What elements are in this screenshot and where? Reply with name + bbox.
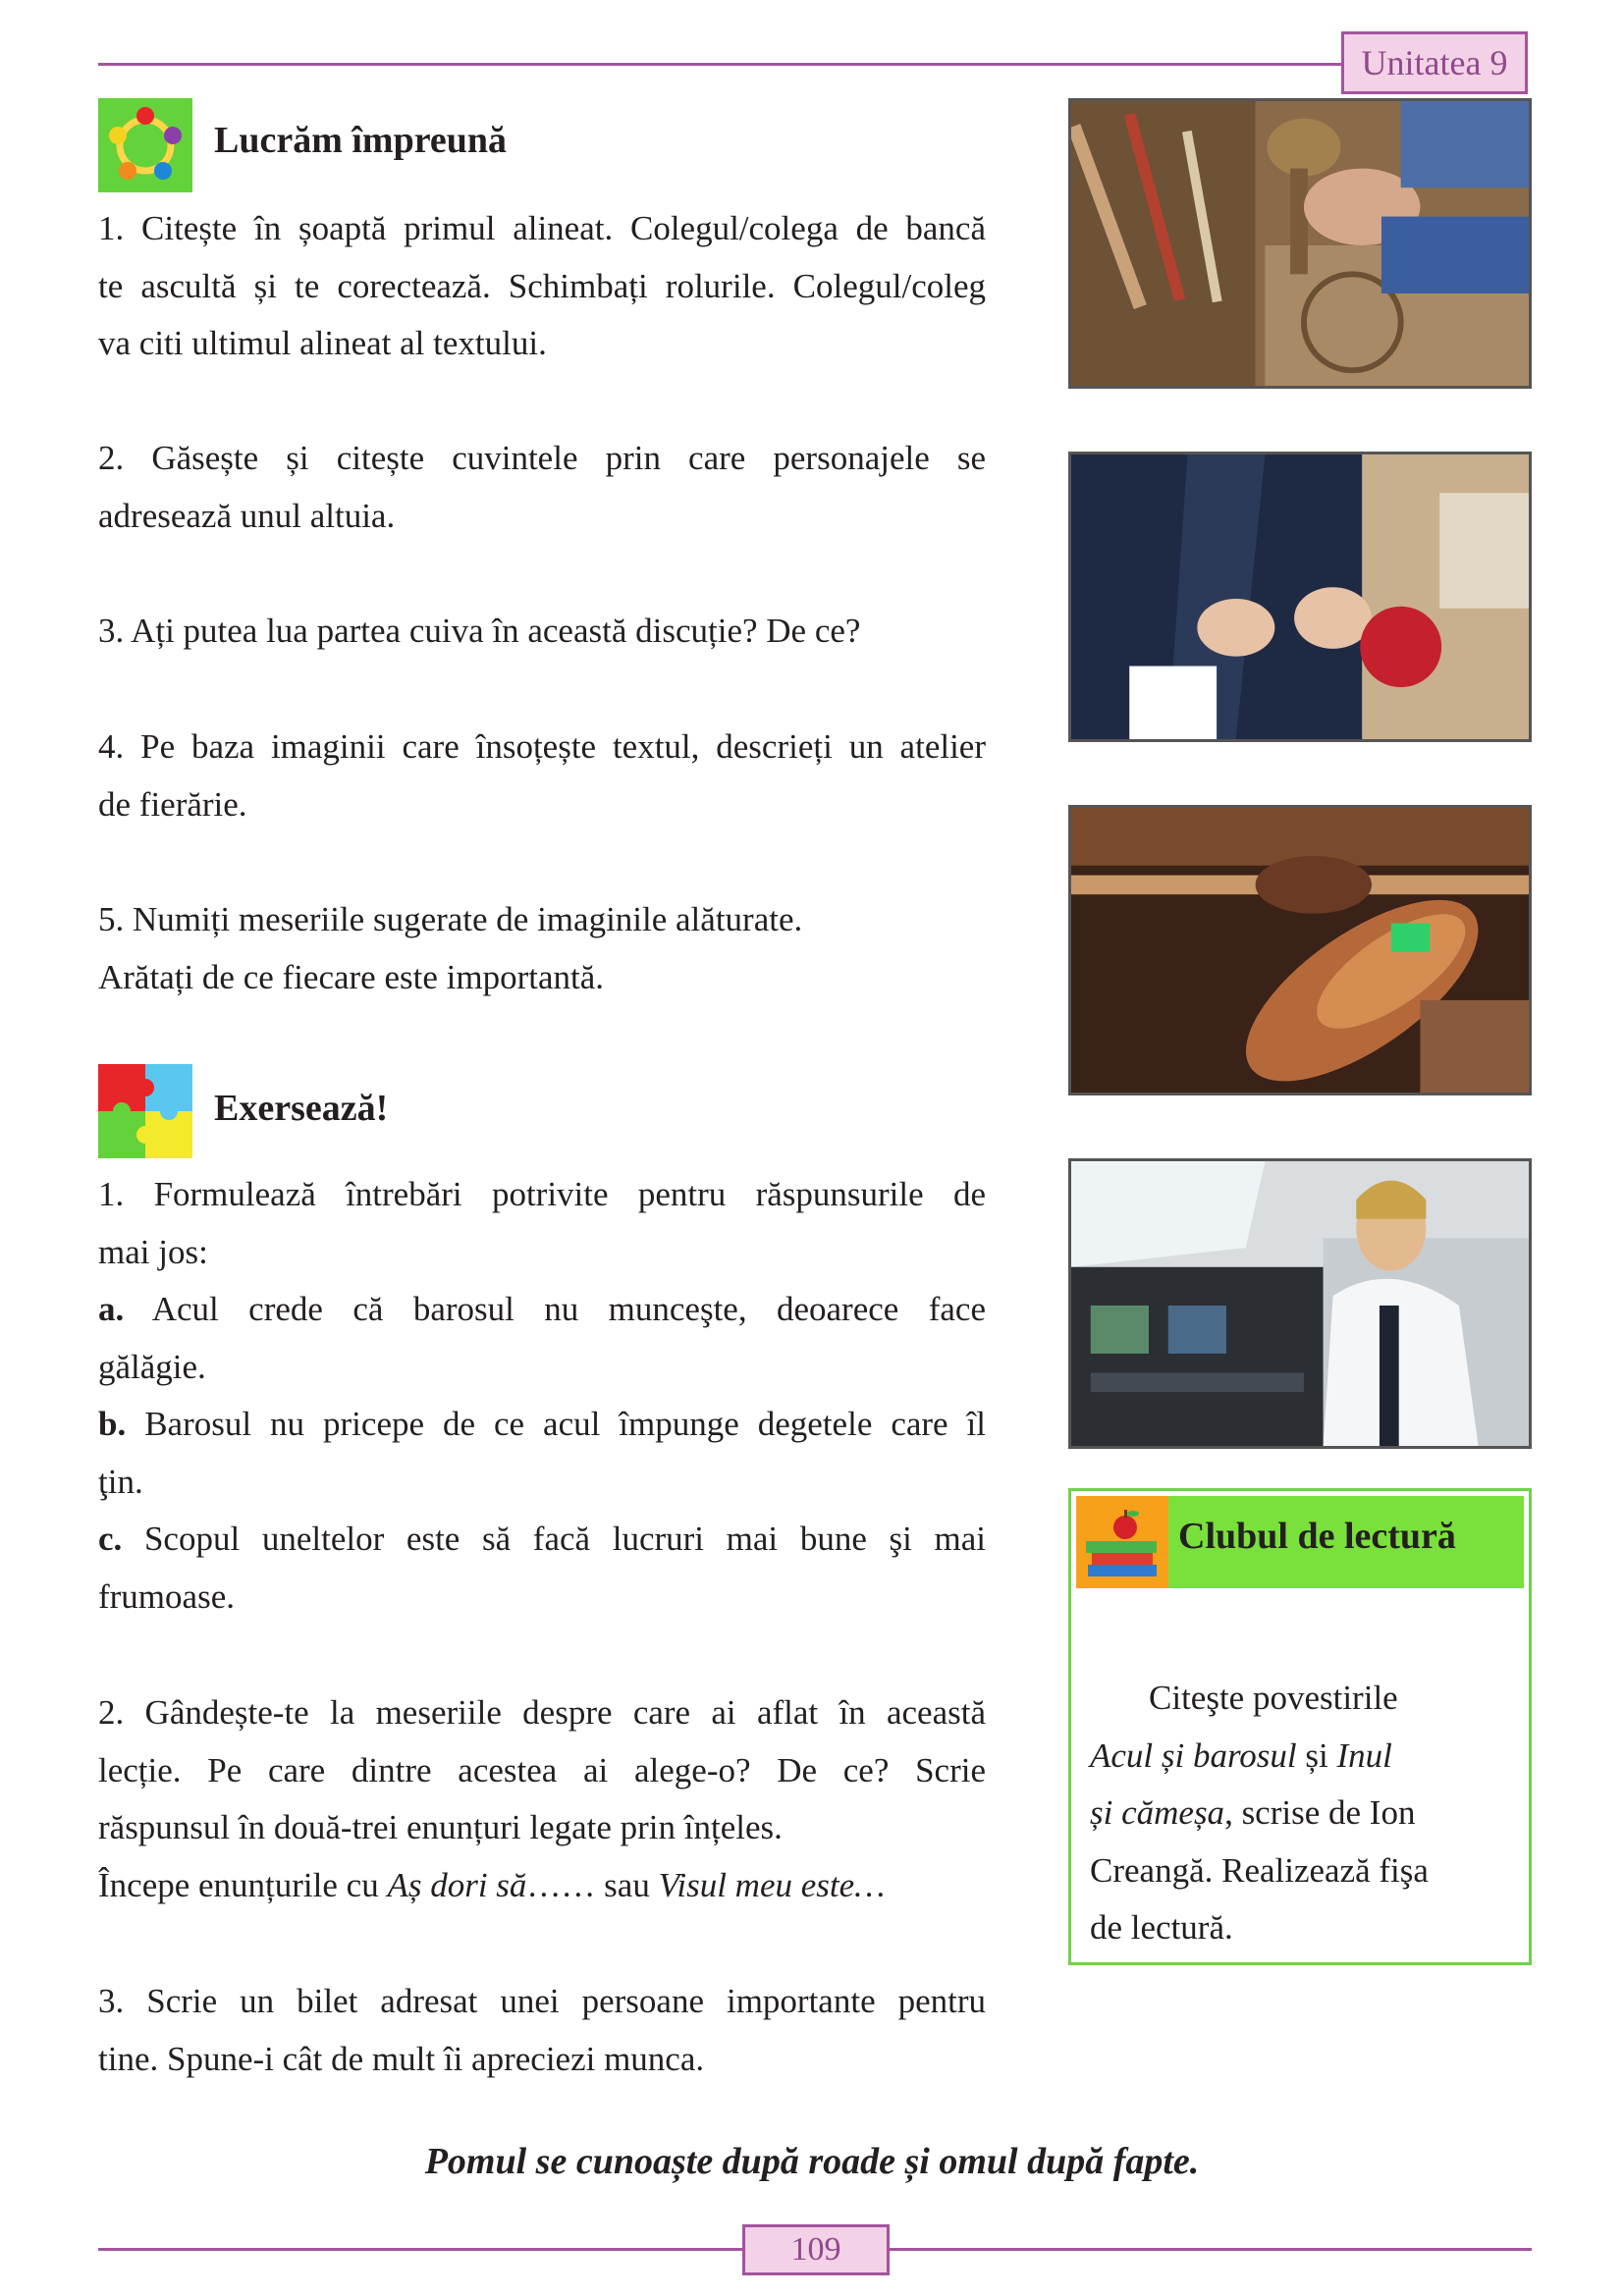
together-item-4: 4. Pe baza imaginii care însoțește textul, descrieți un atelier de fierărie. — [98, 727, 986, 824]
reading-club-title: Clubul de lectură — [1178, 1516, 1456, 1557]
together-item-3: 3. Ați putea lua partea cuiva în această discuție? De ce? — [98, 612, 861, 650]
answer-b: b. Barosul nu pricepe de ce acul împunge degetele care îl — [98, 1405, 987, 1443]
teamwork-icon — [98, 98, 192, 192]
together-item-2: 2. Găsește și citește cuvintele prin care personajele se adresează unul altuia. — [98, 439, 986, 535]
together-item-1: 1. Citește în șoaptă primul alineat. Colegul/colega de bancă te ascultă și te corectează. Schimbați rolurile. Colegul/coleg va citi ultimul alineat al textului. — [98, 209, 986, 362]
exercise-1: 1. Formulează întrebări potrivite pentru răspunsurile de mai jos: a. Acul crede că barosul nu munceşte, deoarece face gălăgie. b. Barosul nu pricepe de ce acul împunge degetele care îl ţin. c. Scopul uneltelor este să facă lucruri mai bune şi mai frumoase. — [98, 1175, 987, 1616]
together-item-5: 5. Numiți meseriile sugerate de imaginile alăturate. Arătați de ce fiecare este importantă. — [98, 900, 803, 996]
section-title-together: Lucrăm împreună — [214, 120, 508, 161]
woodcarver-photo — [1068, 98, 1532, 389]
header-rule — [98, 63, 1341, 66]
section-title-exercise: Exersează! — [214, 1088, 389, 1129]
puzzle-icon — [98, 1064, 192, 1158]
pilot-photo — [1068, 1158, 1532, 1449]
footer-rule-right — [890, 2248, 1532, 2251]
answer-a: a. Acul crede că barosul nu munceşte, deoarece face — [98, 1290, 986, 1328]
shoemaker-photo — [1068, 805, 1532, 1095]
page-number: 109 — [742, 2224, 890, 2275]
exercise-3: 3. Scrie un bilet adresat unei persoane importante pentru tine. Spune-i cât de mult îi apreciezi munca. — [98, 1982, 986, 2078]
proverb: Pomul se cunoaște după roade și omul după fapte. — [424, 2141, 1200, 2182]
tailor-photo — [1068, 452, 1532, 742]
books-apple-icon — [1076, 1496, 1168, 1588]
exercise-2-starters: Începe enunțurile cu Aș dori să…… sau Visul meu este… — [98, 1865, 886, 1904]
answer-c: c. Scopul uneltelor este să facă lucruri mai bune şi mai — [98, 1520, 987, 1558]
unit-label: Unitatea 9 — [1341, 31, 1528, 94]
footer-rule-left — [98, 2248, 742, 2251]
reading-club-text: Citeşte povestirile Acul și barosul și Inul și cămeșa, scrise de Ion Creangă. Realizează fişa de lectură. — [1090, 1679, 1429, 1947]
exercise-2: 2. Gândește-te la meseriile despre care ai aflat în această lecție. Pe care dintre acestea ai alege-o? De ce? Scrie răspunsul în două-trei enunțuri legate prin înțeles. Începe enunțurile cu Aș dori să…… sau Visul meu este… — [98, 1684, 986, 1914]
